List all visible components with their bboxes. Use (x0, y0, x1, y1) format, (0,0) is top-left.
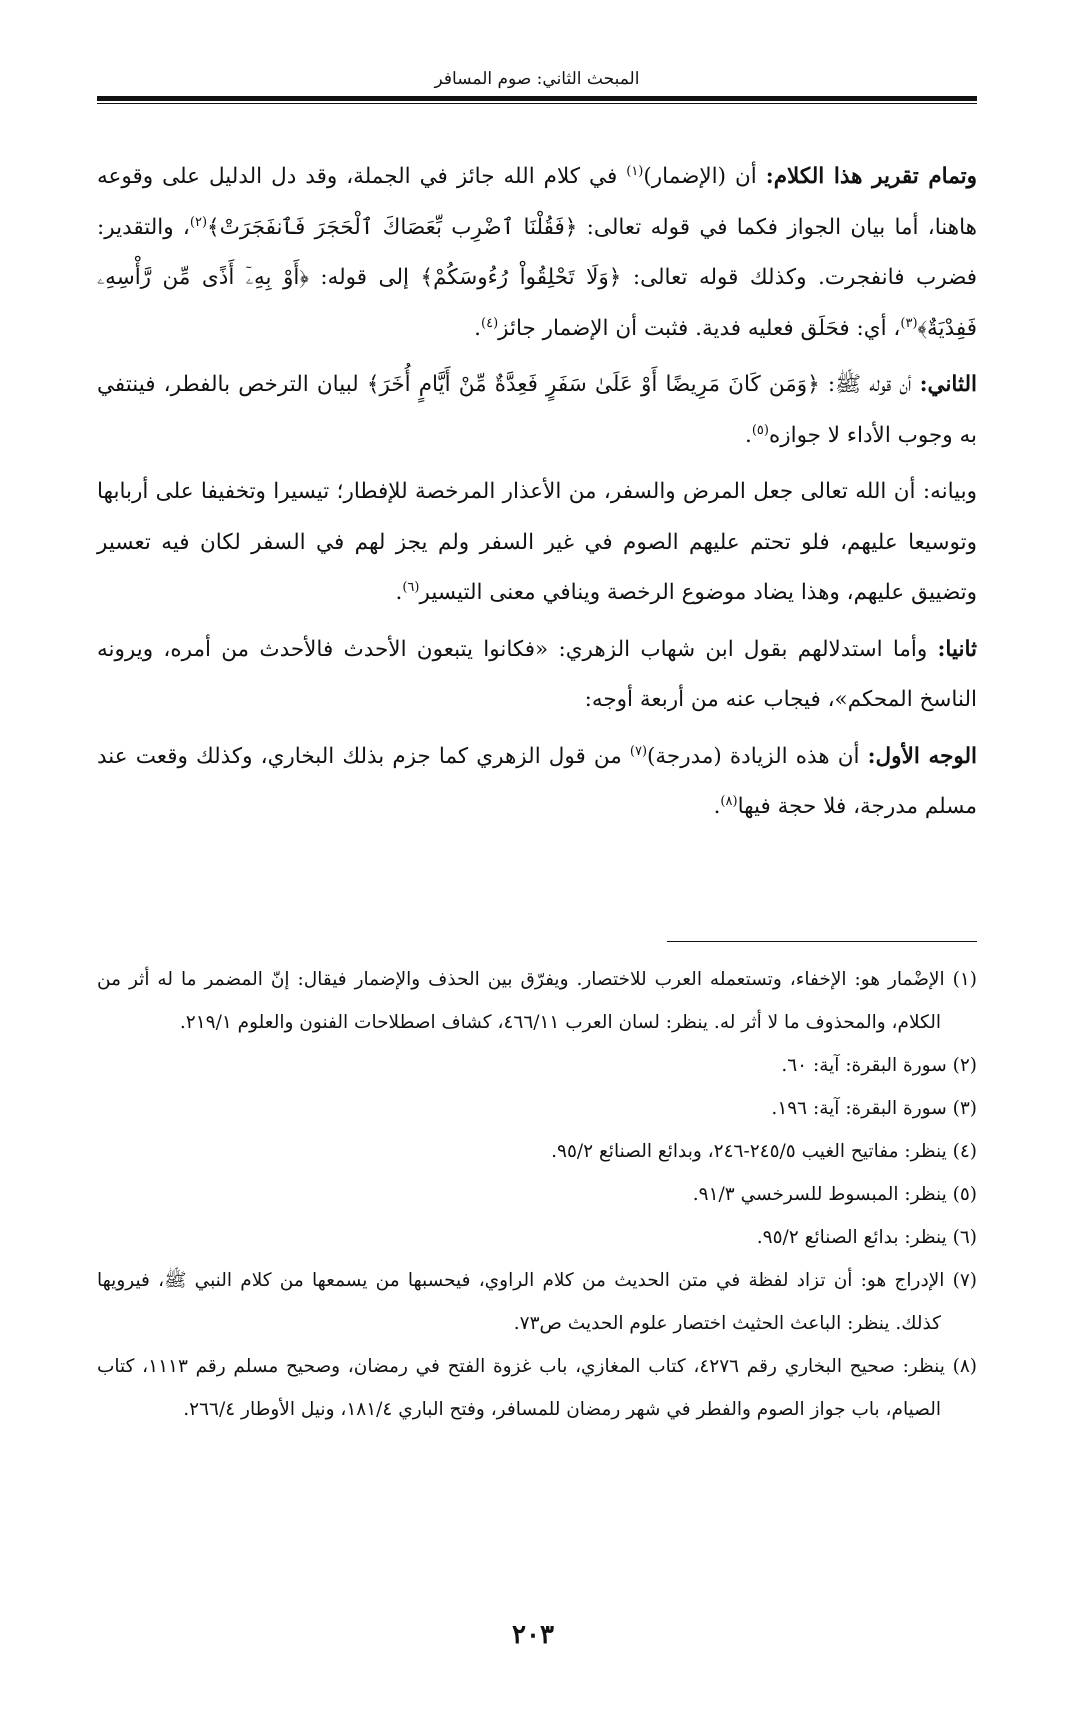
text-run: إلى قوله: (308, 265, 421, 290)
text-run: . (474, 315, 481, 341)
footnote-2: (٢) سورة البقرة: آية: ٦٠. (781, 1055, 977, 1076)
footnote-ref: (٢) (189, 214, 208, 230)
footnote-ref: (٨) (720, 793, 738, 809)
quran-verse: ﴿أَوْ بِهِۦٓ أَذًى مِّن رَّأْسِهِۦ فَفِدْيَةٌ﴾ (97, 265, 977, 341)
text-run: ، أي: فحَلَق فعليه فدية. فثبت أن الإضمار جائز (498, 315, 901, 341)
text-run: لبيان الترخص بالفطر، فينتفي به وجوب الأداء لا جوازه (97, 372, 977, 448)
paragraph-4 (97, 625, 977, 726)
header-rule-thick (97, 96, 977, 101)
text-run: . (395, 580, 403, 605)
footnote-8: (٨) ينظر: صحيح البخاري رقم ٤٢٧٦، كتاب المغازي، باب غزوة الفتح في رمضان، وصحيح مسلم رقم ١١١٣، كتاب الصيام، باب جواز الصوم والفطر في شهر رمضان للمسافر، وفتح الباري ١٨١/٤، ونيل الأوطار ٢٦٦/٤. (97, 1356, 978, 1420)
footnote-ref: (٧) (629, 743, 648, 759)
text-run: في كلام الله جائز في الجملة، وقد دل الدليل على وقوعه هاهنا، أما بيان الجواز فكما في قوله تعالى: (97, 164, 977, 240)
text-run: أن (الإضمار) (643, 164, 766, 189)
footnote-7: (٧) الإدراج هو: أن تزاد لفظة في متن الحديث من كلام الراوي، فيحسبها من يسمعها من كلام النبي ﷺ، فيرويها كذلك. ينظر: الباعث الحثيث اختصار علوم الحديث ص٧٣. (97, 1270, 977, 1334)
footnote-separator (667, 941, 977, 942)
footnote-4: (٤) ينظر: مفاتيح الغيب ٢٤٥/٥-٢٤٦، وبدائع الصنائع ٩٥/٢. (551, 1141, 977, 1162)
footnote-3: (٣) سورة البقرة: آية: ١٩٦. (771, 1098, 977, 1119)
paragraph-1 (97, 152, 977, 354)
page-number: ٢٠٣ (512, 1620, 554, 1650)
paragraph-2 (97, 360, 977, 461)
paragraph-lead: ثانيا: (937, 636, 977, 662)
quran-verse: ﴿وَلَا تَحْلِقُواْ رُءُوسَكُمْ﴾ (420, 265, 622, 290)
running-header (97, 66, 977, 104)
paragraph-lead: الثاني: (919, 372, 977, 397)
paragraph-lead: وتمام تقرير هذا الكلام: (765, 164, 977, 189)
footnote-ref: (٣) (900, 315, 918, 331)
footnote-6: (٦) ينظر: بدائع الصنائع ٩٥/٢. (756, 1227, 977, 1248)
paragraph-3 (97, 467, 977, 619)
text-run: . (713, 794, 721, 819)
text-run: ، والتقدير: فضرب فانفجرت. وكذلك قوله تعالى: (97, 214, 977, 290)
text-run: وأما استدلالهم بقول ابن شهاب الزهري: «فكانوا يتبعون الأحدث فالأحدث من أمره، ويرونه الناسخ المحكم»، فيجاب عنه من أربعة أوجه: (97, 636, 977, 712)
paragraph-5 (97, 732, 977, 833)
text-run: أن هذه الزيادة (مدرجة) (647, 743, 868, 769)
quran-verse: ﴿وَمَن كَانَ مَرِيضًا أَوْ عَلَىٰ سَفَرٍ فَعِدَّةٌ مِّنْ أَيَّامٍ أُخَرَ﴾ (366, 372, 820, 397)
text-run: . (744, 422, 752, 448)
footnote-ref: (٤) (481, 315, 499, 331)
footnote-ref: (١) (626, 163, 644, 179)
main-text (97, 152, 977, 839)
quran-verse: ﴿فَقُلْنَا ٱضْرِب بِّعَصَاكَ ٱلْحَجَرَ فَٱنفَجَرَتْ﴾ (207, 214, 578, 240)
header-rule-thin (97, 103, 977, 104)
footnote-ref: (٥) (751, 422, 769, 438)
footnote-5: (٥) ينظر: المبسوط للسرخسي ٩١/٣. (692, 1184, 977, 1205)
footnotes (97, 958, 977, 1431)
text-run: أن قوله ﷺ: (819, 372, 920, 397)
header-title: المبحث الثاني: صوم المسافر (434, 69, 640, 89)
text-run: وبيانه: أن الله تعالى جعل المرض والسفر، من الأعذار المرخصة للإفطار؛ تيسيرا وتخفيفا على أربابها وتوسيعا عليهم، فلو تحتم عليهم الصوم في غير السفر ولم يجز لهم في السفر لكان فيه تعسير وتضييق عليهم، وهذا يضاد موضوع الرخصة وينافي معنى التيسير (97, 479, 977, 605)
footnote-1: (١) الإضْمار هو: الإخفاء، وتستعمله العرب للاختصار. ويفرّق بين الحذف والإضمار فيقال: إنّ المضمر ما له أثر من الكلام، والمحذوف ما لا أثر له. ينظر: لسان العرب ٤٦٦/١١، كشاف اصطلاحات الفنون والعلوم ٢١٩/١. (97, 969, 977, 1033)
paragraph-lead: الوجه الأول: (867, 743, 978, 769)
text-run: من قول الزهري كما جزم بذلك البخاري، وكذلك وقعت عند مسلم مدرجة، فلا حجة فيها (97, 743, 977, 819)
footnote-ref: (٦) (402, 579, 420, 595)
